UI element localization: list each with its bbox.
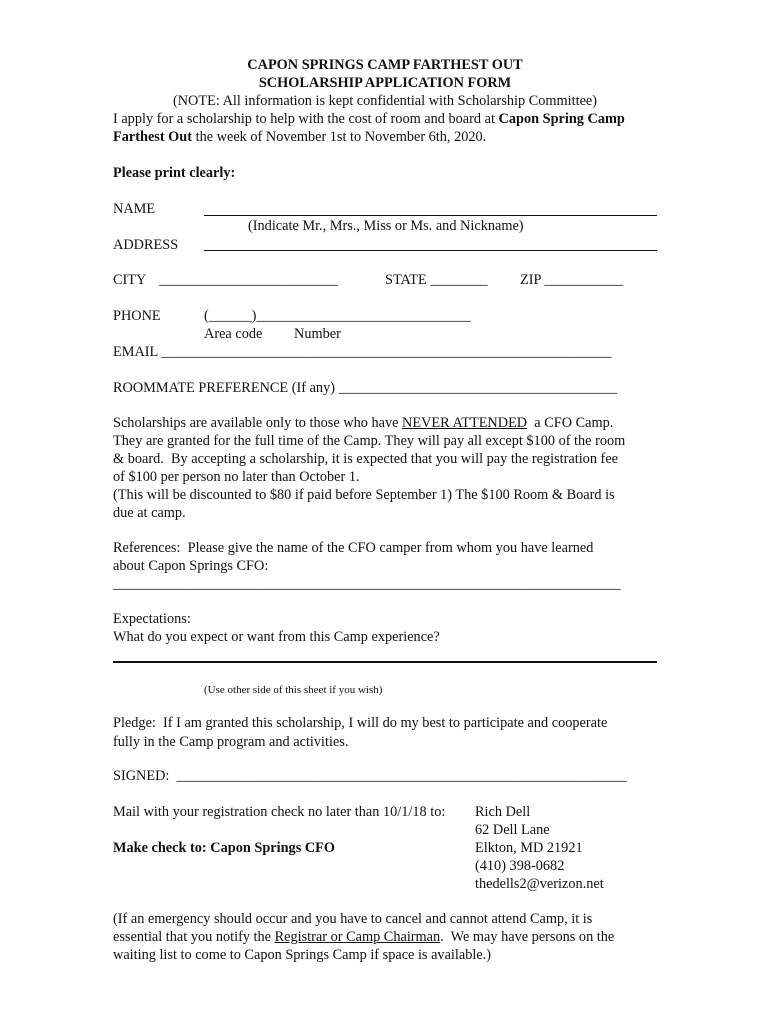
intro-line-1 xyxy=(113,110,625,128)
mail-address-city: Elkton, MD 21921 xyxy=(475,840,583,856)
expectations-label: Expectations: xyxy=(113,611,191,627)
scholarship-line-5: (This will be discounted to $80 if paid before September 1) The $100 Room & Board is xyxy=(113,487,615,503)
emergency-line-3: waiting list to come to Capon Springs Camp if space is available.) xyxy=(113,947,492,963)
area-code-hint: Area code xyxy=(204,326,263,342)
intro-camp-name-1: Capon Spring Camp xyxy=(498,111,625,127)
mail-address-phone: (410) 398-0682 xyxy=(475,858,565,874)
city-label: CITY xyxy=(113,272,147,288)
phone-field[interactable]: (______)______________________________ xyxy=(204,308,471,324)
emergency-line-2 xyxy=(113,928,614,946)
scholarship-line-3: & board. By accepting a scholarship, it is expected that you will pay the registration fee xyxy=(113,451,619,467)
pledge-line-2: fully in the Camp program and activities. xyxy=(113,734,349,750)
mail-address-name: Rich Dell xyxy=(475,804,531,820)
emergency-text-a: essential that you notify the xyxy=(113,929,275,945)
references-field[interactable]: _______________________________________________________________________ xyxy=(113,576,621,592)
registrar-chairman-emphasis: Registrar or Camp Chairman xyxy=(274,929,441,945)
form-title-1: CAPON SPRINGS CAMP FARTHEST OUT xyxy=(247,57,523,73)
city-field[interactable]: _________________________ xyxy=(159,272,338,288)
references-line-2: about Capon Springs CFO: xyxy=(113,558,269,574)
scholarship-line-6: due at camp. xyxy=(113,505,186,521)
address-field[interactable] xyxy=(204,250,657,251)
email-field[interactable]: EMAIL _______________________________________________________________ xyxy=(113,344,612,360)
scholarship-line-4: of $100 per person no later than October 1. xyxy=(113,469,360,485)
emergency-line-1: (If an emergency should occur and you have to cancel and cannot attend Camp, it is xyxy=(113,911,593,927)
mail-address-street: 62 Dell Lane xyxy=(475,822,550,838)
name-field[interactable] xyxy=(204,215,657,216)
make-check-to: Make check to: Capon Springs CFO xyxy=(113,840,336,856)
intro-post: the week of November 1st to November 6th, 2020. xyxy=(192,129,487,145)
zip-field[interactable]: ZIP ___________ xyxy=(520,272,624,288)
mail-instruction: Mail with your registration check no later than 10/1/18 to: xyxy=(113,804,446,820)
scholarship-line-2: They are granted for the full time of the Camp. They will pay all except $100 of the room xyxy=(113,433,626,449)
phone-label: PHONE xyxy=(113,308,161,324)
confidential-note: (NOTE: All information is kept confidential with Scholarship Committee) xyxy=(172,93,598,109)
intro-camp-name-2: Farthest Out xyxy=(113,129,193,145)
expectations-question: What do you expect or want from this Camp experience? xyxy=(113,629,440,645)
expectations-field[interactable] xyxy=(113,661,657,663)
scholarship-text-c: a CFO Camp. xyxy=(527,415,614,431)
mail-address-email: thedells2@verizon.net xyxy=(475,876,604,892)
references-line-1: References: Please give the name of the CFO camper from whom you have learned xyxy=(113,540,594,556)
name-hint: (Indicate Mr., Mrs., Miss or Ms. and Nickname) xyxy=(248,218,524,234)
address-label: ADDRESS xyxy=(113,237,179,253)
state-field[interactable]: STATE ________ xyxy=(385,272,488,288)
scholarship-line-1 xyxy=(113,414,613,432)
intro-line-2 xyxy=(113,128,486,146)
number-hint: Number xyxy=(294,326,341,342)
signature-field[interactable]: SIGNED: _______________________________________________________________ xyxy=(113,768,627,784)
use-other-side-note: (Use other side of this sheet if you wish) xyxy=(204,684,383,696)
scholarship-text-a: Scholarships are available only to those who have xyxy=(113,415,403,431)
pledge-line-1: Pledge: If I am granted this scholarship, I will do my best to participate and cooperate xyxy=(113,715,608,731)
form-title-2: SCHOLARSHIP APPLICATION FORM xyxy=(258,75,512,91)
print-clearly-label: Please print clearly: xyxy=(113,165,236,181)
emergency-text-c: . We may have persons on the xyxy=(440,929,615,945)
never-attended-emphasis: NEVER ATTENDED xyxy=(402,415,528,431)
name-label: NAME xyxy=(113,201,156,217)
roommate-field[interactable]: ROOMMATE PREFERENCE (If any) _______________________________________ xyxy=(113,380,618,396)
intro-pre: I apply for a scholarship to help with the cost of room and board at xyxy=(113,111,499,127)
